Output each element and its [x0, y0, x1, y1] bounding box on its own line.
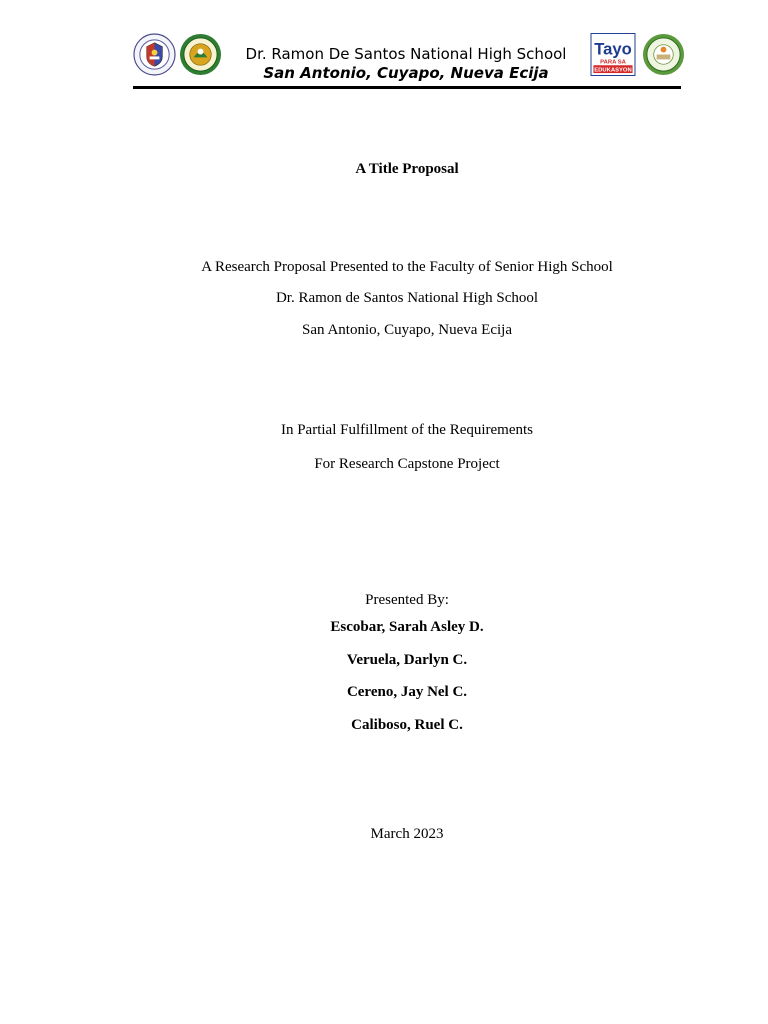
- tayo-logo-text: Tayo: [594, 39, 632, 59]
- document-header: [0, 0, 768, 100]
- presented-to-line-1: A Research Proposal Presented to the Faculty of Senior High School: [201, 259, 613, 275]
- division-seal-icon: [642, 33, 685, 76]
- school-name: Dr. Ramon De Santos National High School: [245, 45, 567, 63]
- presented-to-line-2: Dr. Ramon de Santos National High School: [275, 290, 539, 306]
- document-title: A Title Proposal: [355, 161, 459, 177]
- author-name: Cereno, Jay Nel C.: [346, 684, 468, 700]
- presented-to-line-3: San Antonio, Cuyapo, Nueva Ecija: [302, 322, 512, 338]
- tayo-logo-subtext-2: EDUKASYON: [594, 67, 632, 74]
- header-divider: [133, 86, 681, 89]
- author-name: Veruela, Darlyn C.: [346, 652, 468, 668]
- author-name: Escobar, Sarah Asley D.: [330, 619, 484, 635]
- document-date: March 2023: [370, 826, 444, 842]
- school-address: San Antonio, Cuyapo, Nueva Ecija: [263, 64, 549, 82]
- fulfillment-line-2: For Research Capstone Project: [314, 456, 500, 472]
- author-name: Caliboso, Ruel C.: [351, 717, 463, 733]
- tayo-logo-subtext-1: PARA SA: [600, 59, 626, 66]
- fulfillment-line-1: In Partial Fulfillment of the Requirements: [280, 422, 534, 438]
- presented-by-label: Presented By:: [365, 592, 449, 608]
- deped-seal-icon: [133, 33, 176, 76]
- tayo-para-sa-edukasyon-logo: [590, 33, 636, 76]
